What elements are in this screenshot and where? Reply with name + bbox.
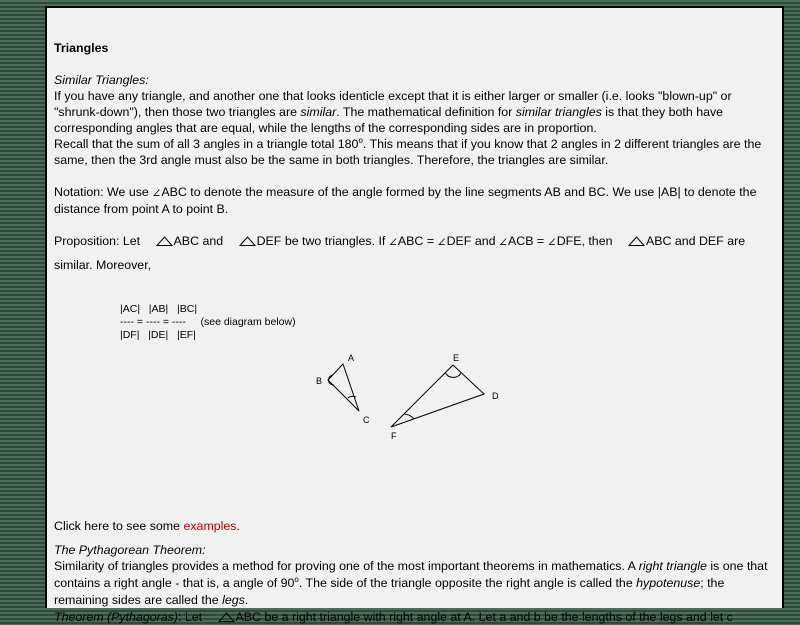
vertex-label: E — [453, 353, 460, 363]
angle-icon: ∠ — [547, 237, 556, 247]
similar-triangles-diagram — [54, 342, 774, 502]
vertex-label: B — [316, 376, 323, 386]
paragraph-angle-sum: Recall that the sum of all 3 angles in a triangle total 180$^o$. This means that if you know that 2 angles in 2 different triangles are the same, then the 3rd angle must also be the same in both triangles. Therefore, the triangles are similar. — [54, 135, 762, 167]
paragraph-similar-definition: If you have any triangle, and another one that looks identicle except that it is either larger or smaller (i.e. looks "blown-up" or "shrunk-down"), then those two triangles are similar. The mathematical definition for similar triangles is that they both have corresponding angles that are equal, while the lengths of the corresponding sides are in proportion. — [54, 89, 732, 135]
vertex-label: F — [391, 431, 397, 441]
examples-link[interactable]: examples — [183, 519, 237, 533]
paragraph-pythagoras-intro: Similarity of triangles provides a method for proving one of the most important theorems in mathematics. A right triangle is one that contains a right angle - that is, a angle of 90$^o$. The side of the triangle opposite the right angle is called the hypotenuse; the remaining sides are called the legs. — [54, 559, 768, 607]
angle-icon: ∠ — [152, 188, 161, 198]
angle-icon: ∠ — [498, 237, 508, 247]
section-heading-pythagoras: The Pythagorean Theorem: — [54, 543, 206, 557]
paragraph-notation: Notation: We use ∠ABC to denote the measure of the angle formed by the line segments AB and BC. We use |AB| to denote the distance from point A to point B. — [54, 185, 757, 216]
triangle-icon — [156, 236, 173, 246]
section-heading-similar: Similar Triangles: — [54, 73, 149, 87]
angle-icon: ∠ — [437, 237, 446, 247]
paragraph-proposition: Proposition: Let ABC and DEF be two triangles. If ∠ABC = ∠DEF and ∠ACB = ∠DFE, then ABC and DEF are similar. Moreover, — [54, 234, 746, 272]
side-ratio-formula: |AC| |AB| |BC| ---- = ---- = ---- (see diagram below) |DF| |DE| |EF| — [120, 303, 296, 341]
paragraph-pythagoras-theorem: Theorem (Pythagoras): Let ABC be a right triangle with right angle at A. Let a and b be the lengths of the legs and let c — [54, 610, 733, 624]
vertex-label: D — [492, 391, 499, 401]
article — [54, 40, 774, 625]
vertex-label: A — [348, 353, 355, 363]
page-title: Triangles — [54, 41, 109, 55]
paragraph-examples: Click here to see some examples. — [54, 519, 240, 533]
triangle-icon — [628, 236, 645, 246]
angle-icon: ∠ — [388, 237, 397, 247]
vertex-label: C — [363, 415, 370, 425]
content-panel — [45, 6, 784, 624]
triangle-icon — [239, 236, 256, 246]
triangle-icon — [218, 612, 235, 622]
